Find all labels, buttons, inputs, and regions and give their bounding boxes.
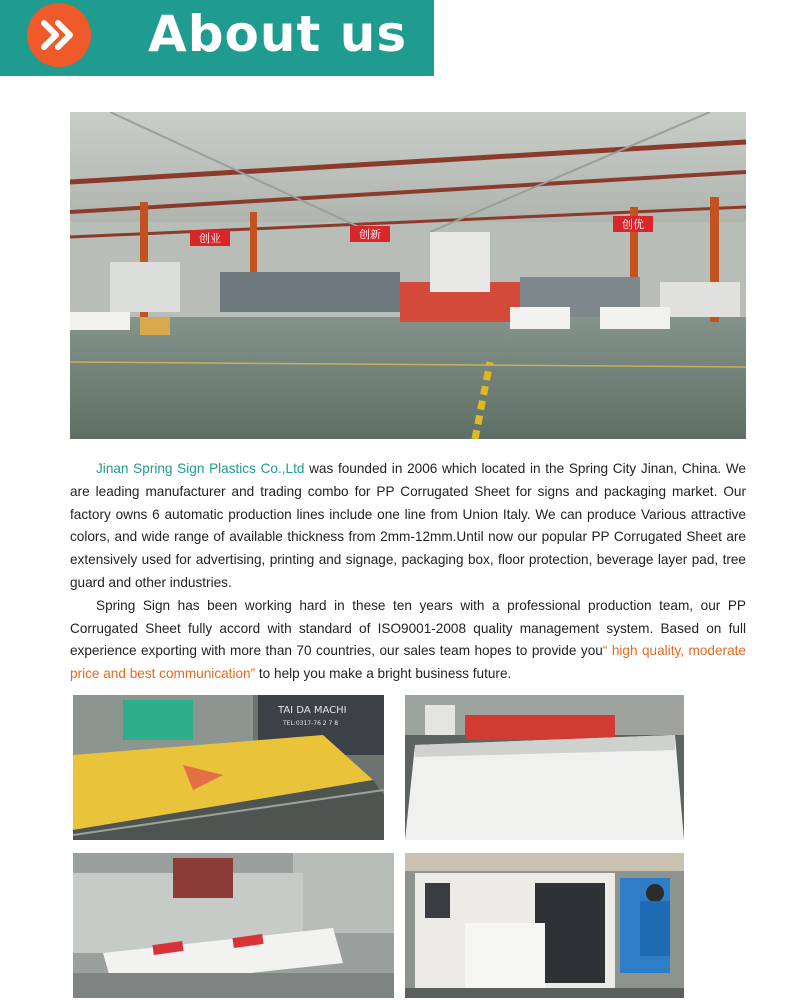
company-name: Jinan Spring Sign Plastics Co.,Ltd xyxy=(96,461,305,476)
about-text xyxy=(70,458,746,686)
paragraph-quality xyxy=(70,595,746,686)
about-us-banner xyxy=(0,0,434,76)
quality-closing: to help you make a bright business future. xyxy=(255,666,512,682)
printing-machine-photo xyxy=(73,695,384,840)
double-chevron-right-icon xyxy=(27,3,91,67)
paragraph-company-intro xyxy=(70,458,746,595)
factory-sign-3: 创优 xyxy=(622,218,644,231)
page-title: About us xyxy=(148,5,408,63)
box-stitching-machine-photo xyxy=(73,853,394,998)
quality-highlight: “ high quality, moderate price and best communication” xyxy=(70,643,746,682)
factory-sign-1: 创业 xyxy=(199,232,221,245)
company-intro-text: was founded in 2006 which located in the Spring City Jinan, China. We are leading manufacturer and trading combo for PP Corrugated Sheet for signs and packaging market. Our factory owns 6 automatic production lines include one line from Union Italy. We can produce Various attractive colors, and wide range of available thickness from 2mm-12mm.Until now our popular PP Corrugated Sheet are extensively used for advertising, printing and signage, packaging box, floor protection, beverage layer pad, tree guard and other industries. xyxy=(70,461,746,590)
machine-label: TAI DA MACHI xyxy=(278,705,347,716)
factory-floor-photo xyxy=(70,112,746,439)
die-cutting-machine-photo xyxy=(405,853,684,998)
extrusion-line-photo xyxy=(405,695,684,840)
factory-sign-2: 创新 xyxy=(359,228,381,241)
machine-phone: TEL:0317-76 2 7 8 xyxy=(283,720,339,727)
quality-text: Spring Sign has been working hard in these ten years with a professional production team, our PP Corrugated Sheet fully accord with standard of ISO9001-2008 quality management system. Based on full experience exporting with more than 70 countries, our sales team hopes to provide you xyxy=(70,597,746,659)
